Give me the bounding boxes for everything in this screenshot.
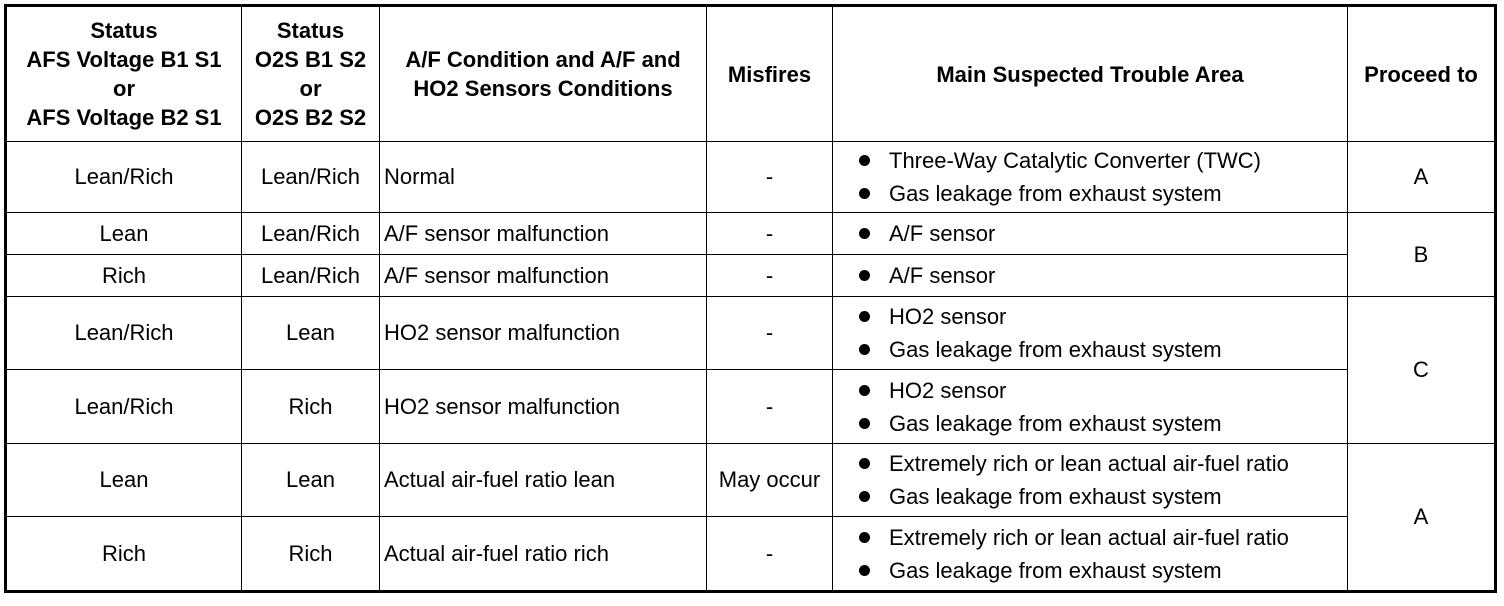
trouble-list	[837, 259, 1343, 292]
bullet-icon	[859, 228, 870, 239]
trouble-list	[837, 144, 1343, 210]
trouble-item	[859, 217, 1343, 250]
trouble-item	[859, 374, 1343, 407]
table-row	[6, 255, 1496, 297]
condition-cell: HO2 sensor malfunction	[380, 297, 707, 370]
header-misfires: Misfires	[707, 6, 833, 142]
header-o2s-line: or	[299, 76, 322, 101]
afs-cell: Lean	[6, 444, 242, 517]
afs-cell: Lean/Rich	[6, 297, 242, 370]
trouble-text: Gas leakage from exhaust system	[889, 410, 1222, 436]
proceed-cell: C	[1348, 297, 1496, 444]
afs-cell: Lean/Rich	[6, 370, 242, 444]
table-row	[6, 213, 1496, 255]
o2s-cell: Lean/Rich	[242, 142, 380, 213]
afs-cell: Lean	[6, 213, 242, 255]
condition-cell: Actual air-fuel ratio rich	[380, 517, 707, 592]
table-row	[6, 517, 1496, 592]
trouble-list	[837, 521, 1343, 587]
condition-cell: A/F sensor malfunction	[380, 255, 707, 297]
diagnosis-table-container	[4, 4, 1497, 593]
bullet-icon	[859, 155, 870, 166]
header-afs-status	[6, 6, 242, 142]
afs-cell: Rich	[6, 517, 242, 592]
trouble-item	[859, 333, 1343, 366]
bullet-icon	[859, 311, 870, 322]
misfires-cell: -	[707, 255, 833, 297]
trouble-text: A/F sensor	[889, 221, 996, 246]
misfires-cell: -	[707, 142, 833, 213]
trouble-cell	[833, 444, 1348, 517]
trouble-item	[859, 177, 1343, 210]
trouble-cell	[833, 370, 1348, 444]
trouble-item	[859, 259, 1343, 292]
header-afs-line: Status	[90, 18, 158, 43]
header-trouble-area: Main Suspected Trouble Area	[833, 6, 1348, 142]
header-o2s-line: Status	[276, 18, 345, 43]
proceed-cell: B	[1348, 213, 1496, 297]
trouble-item	[859, 407, 1343, 440]
trouble-text: Gas leakage from exhaust system	[889, 181, 1222, 206]
condition-cell: HO2 sensor malfunction	[380, 370, 707, 444]
bullet-icon	[859, 418, 870, 429]
bullet-icon	[859, 532, 870, 543]
trouble-item	[859, 300, 1343, 333]
header-o2s-line: O2S B2 S2	[254, 105, 367, 130]
trouble-list	[837, 447, 1343, 513]
afs-cell: Rich	[6, 255, 242, 297]
trouble-text: Gas leakage from exhaust system	[889, 337, 1222, 362]
condition-cell: Actual air-fuel ratio lean	[380, 444, 707, 517]
header-condition-line: HO2 Sensors Conditions	[413, 76, 673, 101]
table-row	[6, 297, 1496, 370]
trouble-item	[859, 480, 1343, 513]
table-row	[6, 142, 1496, 213]
trouble-text: Three-Way Catalytic Converter (TWC)	[889, 148, 1262, 173]
trouble-cell	[833, 297, 1348, 370]
bullet-icon	[859, 188, 870, 199]
trouble-text: A/F sensor	[889, 263, 996, 288]
proceed-cell: A	[1348, 142, 1496, 213]
trouble-text: Extremely rich or lean actual air-fuel ratio	[889, 524, 1289, 550]
header-condition-line: A/F Condition and A/F and	[405, 47, 681, 72]
trouble-cell	[833, 213, 1348, 255]
misfires-cell: -	[707, 517, 833, 592]
trouble-text: HO2 sensor	[889, 377, 1007, 403]
header-afs-line: AFS Voltage B2 S1	[26, 105, 222, 130]
bullet-icon	[859, 565, 870, 576]
header-afs-line: AFS Voltage B1 S1	[26, 47, 222, 72]
trouble-text: Gas leakage from exhaust system	[889, 484, 1222, 509]
trouble-item	[859, 554, 1343, 587]
bullet-icon	[859, 385, 870, 396]
header-o2s-status	[242, 6, 380, 142]
trouble-cell	[833, 142, 1348, 213]
trouble-list	[837, 217, 1343, 250]
trouble-cell	[833, 517, 1348, 592]
trouble-item	[859, 521, 1343, 554]
header-row	[6, 6, 1496, 142]
trouble-cell	[833, 255, 1348, 297]
bullet-icon	[859, 270, 870, 281]
misfires-cell: -	[707, 297, 833, 370]
table-row	[6, 370, 1496, 444]
trouble-item	[859, 144, 1343, 177]
header-o2s-line: O2S B1 S2	[254, 47, 367, 72]
trouble-list	[837, 374, 1343, 440]
trouble-text: HO2 sensor	[889, 304, 1007, 329]
o2s-cell: Lean	[242, 444, 380, 517]
bullet-icon	[859, 458, 870, 469]
o2s-cell: Rich	[242, 517, 380, 592]
afs-cell: Lean/Rich	[6, 142, 242, 213]
condition-cell: Normal	[380, 142, 707, 213]
header-condition	[380, 6, 707, 142]
trouble-text: Gas leakage from exhaust system	[889, 557, 1222, 583]
header-proceed-to: Proceed to	[1348, 6, 1496, 142]
table-row	[6, 444, 1496, 517]
bullet-icon	[859, 344, 870, 355]
misfires-cell: -	[707, 370, 833, 444]
header-afs-line: or	[113, 76, 135, 101]
misfires-cell: -	[707, 213, 833, 255]
o2s-cell: Lean	[242, 297, 380, 370]
bullet-icon	[859, 491, 870, 502]
o2s-cell: Lean/Rich	[242, 255, 380, 297]
condition-cell: A/F sensor malfunction	[380, 213, 707, 255]
trouble-text: Extremely rich or lean actual air-fuel ratio	[889, 451, 1289, 476]
misfires-cell: May occur	[707, 444, 833, 517]
proceed-cell: A	[1348, 444, 1496, 592]
trouble-list	[837, 300, 1343, 366]
trouble-item	[859, 447, 1343, 480]
diagnosis-table	[4, 4, 1497, 593]
o2s-cell: Lean/Rich	[242, 213, 380, 255]
o2s-cell: Rich	[242, 370, 380, 444]
